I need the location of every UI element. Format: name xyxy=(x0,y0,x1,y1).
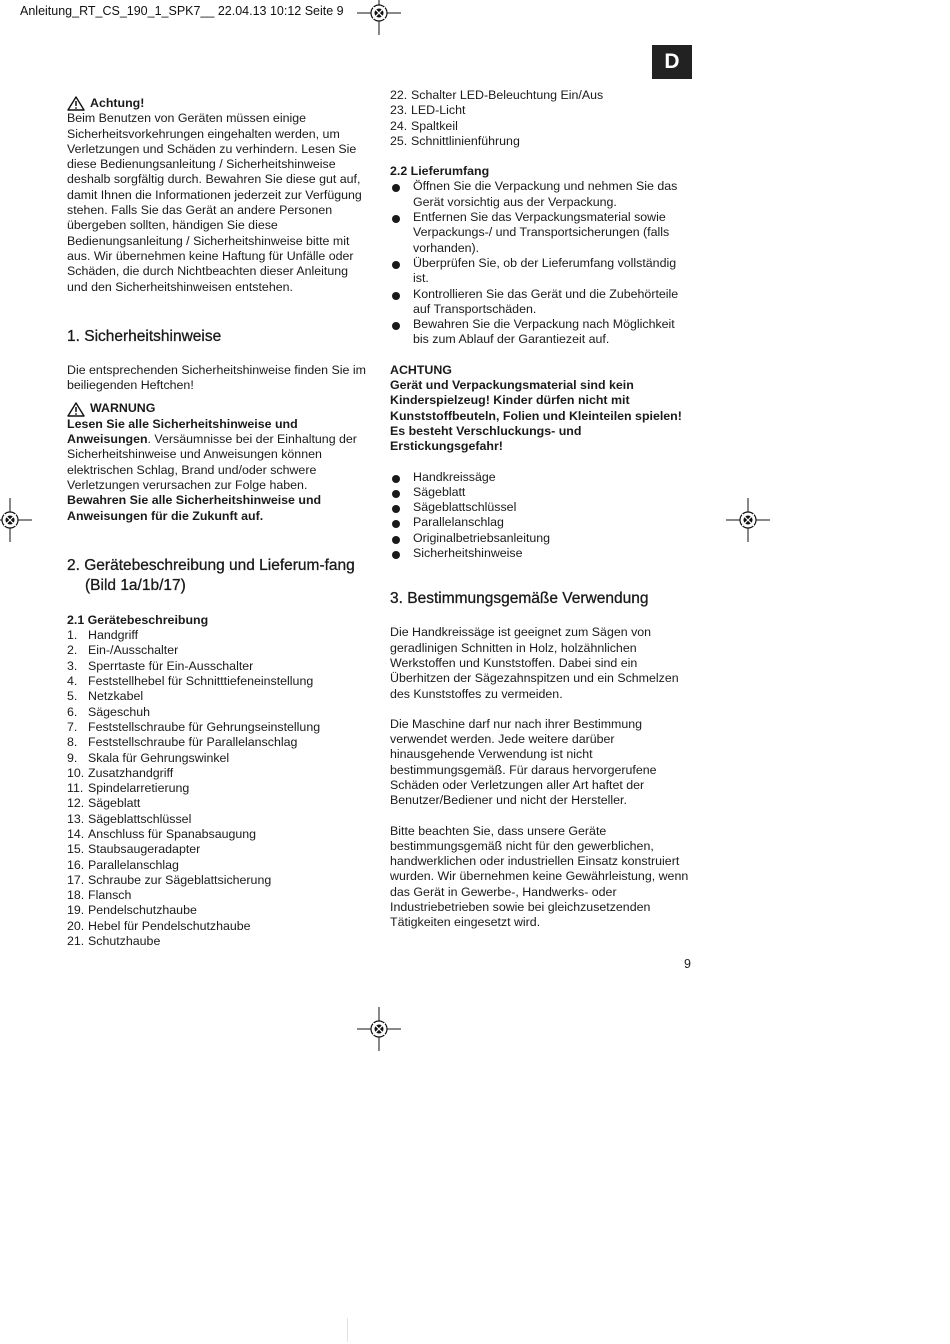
parts-item-number: 2. xyxy=(67,643,78,658)
parts-item-number: 4. xyxy=(67,674,78,689)
print-header: Anleitung_RT_CS_190_1_SPK7__ 22.04.13 10:12 Seite 9 xyxy=(20,4,344,18)
parts-item-label: Pendelschutzhaube xyxy=(88,903,197,918)
section1-intro: Die entsprechenden Sicherheitshinweise finden Sie im beiliegenden Heftchen! xyxy=(67,362,366,393)
registration-mark-right-icon xyxy=(726,498,770,542)
parts-item-number: 15. xyxy=(67,842,85,857)
parts-list-item xyxy=(67,674,372,689)
warnung-bold-tail: Bewahren Sie alle Sicherheitshinweise und Anweisungen für die Zukunft auf. xyxy=(67,493,322,523)
parts-list-item xyxy=(67,781,372,796)
parts-list-right xyxy=(390,88,692,149)
parts-item-label: Sägeblatt xyxy=(88,796,141,811)
parts-item-label: Sperrtaste für Ein-Ausschalter xyxy=(88,658,254,673)
parts-item-label: Sägeschuh xyxy=(88,704,151,719)
parts-item-number: 5. xyxy=(67,689,78,704)
parts-list-item xyxy=(67,720,372,735)
parts-item-number: 12. xyxy=(67,796,85,811)
parts-list-item xyxy=(67,643,372,658)
parts-list-item xyxy=(67,796,372,811)
parts-list-item xyxy=(67,827,372,842)
warnung-title: WARNUNG xyxy=(90,401,156,416)
parts-item-number: 20. xyxy=(67,918,85,933)
warnung-body: . Versäumnisse bei der Einhaltung der Sicherheitshinweise und Anweisungen können elektrischen Schlag, Brand und/oder schwere Verletzungen verursachen zur Folge haben. xyxy=(67,432,357,492)
parts-item-label: Feststellschraube für Gehrungseinstellung xyxy=(88,719,321,734)
section2-2-subheading: 2.2 Lieferumfang xyxy=(390,164,490,179)
caution-text: Gerät und Verpackungsmaterial sind kein Kinderspielzeug! Kinder dürfen nicht mit Kunststoffbeuteln, Folien und Kleinteilen spielen! Es besteht Verschluckungs- und Erstickungsgefahr! xyxy=(390,378,682,454)
registration-mark-top-icon xyxy=(357,0,401,35)
section2-1-subheading: 2.1 Gerätebeschreibung xyxy=(67,612,209,627)
parts-item-number: 11. xyxy=(67,781,84,796)
parts-list-left xyxy=(67,628,372,949)
registration-mark-bottom-icon xyxy=(357,1007,401,1051)
parts-list-item xyxy=(67,842,372,857)
parts-list-item xyxy=(67,934,372,949)
parts-item-label: Parallelanschlag xyxy=(88,857,179,872)
parts-item-label: Schraube zur Sägeblattsicherung xyxy=(88,872,272,887)
parts-item-label: Feststellhebel für Schnitttiefeneinstellung xyxy=(88,674,314,689)
parts-list-item xyxy=(67,659,372,674)
delivery-step-item: Überprüfen Sie, ob der Lieferumfang vollständig ist. xyxy=(390,256,692,287)
warning-triangle-icon xyxy=(67,96,85,111)
parts-item-label: LED-Licht xyxy=(411,103,466,118)
parts-item-label: Anschluss für Spanabsaugung xyxy=(88,826,257,841)
contents-item: Sägeblatt xyxy=(390,485,692,500)
delivery-steps-list xyxy=(390,179,692,347)
parts-item-label: Hebel für Pendelschutzhaube xyxy=(88,918,251,933)
parts-item-label: Spaltkeil xyxy=(411,118,458,133)
delivery-step-item: Öffnen Sie die Verpackung und nehmen Sie das Gerät vorsichtig aus der Verpackung. xyxy=(390,179,692,210)
section3-paragraph-1: Die Handkreissäge ist geeignet zum Sägen von geradlinigen Schnitten in Holz, holzähnlichen Werkstoffen und Kunststoffen. Dabei sind ein Überhitzen der Sägezahnspitzen und ein Schmelzen des Kunststoffes zu vermeiden. xyxy=(390,625,679,701)
achtung-text: Beim Benutzen von Geräten müssen einige Sicherheitsvorkehrungen eingehalten werden, um Verletzungen und Schäden zu verhindern. Lesen Sie diese Bedienungsanleitung / Sicherheitshinweise deshalb sorgfältig durch. Bewahren Sie diese gut auf, damit Ihnen die Informationen jederzeit zur Verfügung stehen. Falls Sie das Gerät an andere Personen übergeben sollten, händigen Sie diese Bedienungsanleitung / Sicherheitshinweise bitte mit aus. Wir übernehmen keine Haftung für Unfälle oder Schäden, die durch Nichtbeachten dieser Anleitung und den Sicherheitshinweisen entstehen. xyxy=(67,111,362,294)
parts-item-number: 1. xyxy=(67,628,78,643)
parts-item-label: Flansch xyxy=(88,888,132,903)
parts-list-item xyxy=(67,858,372,873)
language-tab: D xyxy=(652,45,692,79)
parts-list-item xyxy=(67,689,372,704)
parts-item-number: 17. xyxy=(67,872,85,887)
parts-item-label: Schnittlinienführung xyxy=(411,133,520,148)
registration-mark-left-icon xyxy=(0,498,32,542)
parts-item-number: 16. xyxy=(67,857,85,872)
section3-paragraph-3: Bitte beachten Sie, dass unsere Geräte bestimmungsgemäß nicht für den gewerblichen, handwerklichen oder industriellen Einsatz konstruiert wurden. Wir übernehmen keine Gewährleistung, wenn das Gerät in Gewerbe-, Handwerks- oder Industriebetrieben sowie bei gleichzusetzenden Tätigkeiten eingesetzt wird. xyxy=(390,823,689,930)
parts-item-number: 18. xyxy=(67,888,85,903)
parts-item-number: 23. xyxy=(390,103,408,118)
parts-list-item xyxy=(67,766,372,781)
section2-heading: 2. Gerätebeschreibung und Lieferum-fang (Bild 1a/1b/17) xyxy=(67,556,355,594)
warning-triangle-icon xyxy=(67,402,85,417)
parts-item-label: Spindelarretierung xyxy=(88,781,190,796)
parts-item-label: Netzkabel xyxy=(88,689,144,704)
parts-item-number: 3. xyxy=(67,658,78,673)
parts-item-number: 13. xyxy=(67,811,85,826)
parts-item-number: 14. xyxy=(67,826,85,841)
delivery-step-item: Bewahren Sie die Verpackung nach Möglichkeit bis zum Ablauf der Garantiezeit auf. xyxy=(390,317,692,348)
parts-list-item xyxy=(390,88,692,103)
section3-paragraph-2: Die Maschine darf nur nach ihrer Bestimmung verwendet werden. Jede weitere darüber hinausgehende Verwendung ist nicht bestimmungsgemäß. Für daraus hervorgerufene Schäden oder Verletzungen aller Art haftet der Benutzer/Bediener und nicht der Hersteller. xyxy=(390,716,657,808)
contents-item: Originalbetriebsanleitung xyxy=(390,531,692,546)
parts-item-label: Zusatzhandgriff xyxy=(88,765,174,780)
parts-item-number: 8. xyxy=(67,735,78,750)
parts-list-item xyxy=(390,119,692,134)
contents-list xyxy=(390,470,692,562)
parts-item-label: Feststellschraube für Parallelanschlag xyxy=(88,735,298,750)
parts-item-number: 6. xyxy=(67,704,78,719)
parts-item-label: Schutzhaube xyxy=(88,934,161,949)
parts-item-number: 22. xyxy=(390,88,408,102)
parts-item-number: 21. xyxy=(67,934,85,949)
contents-item: Handkreissäge xyxy=(390,470,692,485)
parts-list-item xyxy=(67,751,372,766)
parts-list-item xyxy=(67,873,372,888)
achtung-title: Achtung! xyxy=(90,96,145,110)
parts-list-item xyxy=(67,919,372,934)
right-column xyxy=(390,88,692,931)
warnung-bold-lead: Lesen Sie alle Sicherheitshinweise und Anweisungen xyxy=(67,416,298,447)
parts-list-item xyxy=(67,705,372,720)
scan-artifact-line xyxy=(347,1318,348,1342)
caution-title: ACHTUNG xyxy=(390,362,452,377)
warnung-text xyxy=(67,417,372,493)
parts-list-item xyxy=(67,903,372,918)
parts-list-item xyxy=(390,103,692,118)
contents-item: Sicherheitshinweise xyxy=(390,546,692,561)
page-number: 9 xyxy=(684,957,691,971)
section1-heading: 1. Sicherheitshinweise xyxy=(67,327,222,345)
parts-list-item xyxy=(67,812,372,827)
parts-list-item xyxy=(67,628,372,643)
contents-item: Parallelanschlag xyxy=(390,515,692,530)
parts-item-label: Ein-/Ausschalter xyxy=(88,643,179,658)
parts-list-item xyxy=(390,134,692,149)
contents-item: Sägeblattschlüssel xyxy=(390,500,692,515)
parts-item-label: Staubsaugeradapter xyxy=(88,842,201,857)
parts-item-number: 24. xyxy=(390,118,408,133)
parts-item-number: 9. xyxy=(67,750,78,765)
parts-item-number: 25. xyxy=(390,133,408,148)
achtung-heading xyxy=(67,96,372,111)
parts-item-label: Skala für Gehrungswinkel xyxy=(88,750,230,765)
section3-heading: 3. Bestimmungsgemäße Verwendung xyxy=(390,590,649,608)
parts-list-item xyxy=(67,888,372,903)
parts-item-label: Sägeblattschlüssel xyxy=(88,811,192,826)
parts-item-number: 10. xyxy=(67,765,85,780)
parts-item-number: 19. xyxy=(67,903,85,918)
warnung-heading xyxy=(67,401,372,416)
delivery-step-item: Kontrollieren Sie das Gerät und die Zubehörteile auf Transportschäden. xyxy=(390,287,692,318)
parts-item-label: Schalter LED-Beleuchtung Ein/Aus xyxy=(411,88,604,102)
parts-item-number: 7. xyxy=(67,719,78,734)
parts-item-label: Handgriff xyxy=(88,628,139,643)
left-column xyxy=(67,96,372,949)
parts-list-item xyxy=(67,735,372,750)
delivery-step-item: Entfernen Sie das Verpackungsmaterial sowie Verpackungs-/ und Transportsicherungen (falls vorhanden). xyxy=(390,210,692,256)
